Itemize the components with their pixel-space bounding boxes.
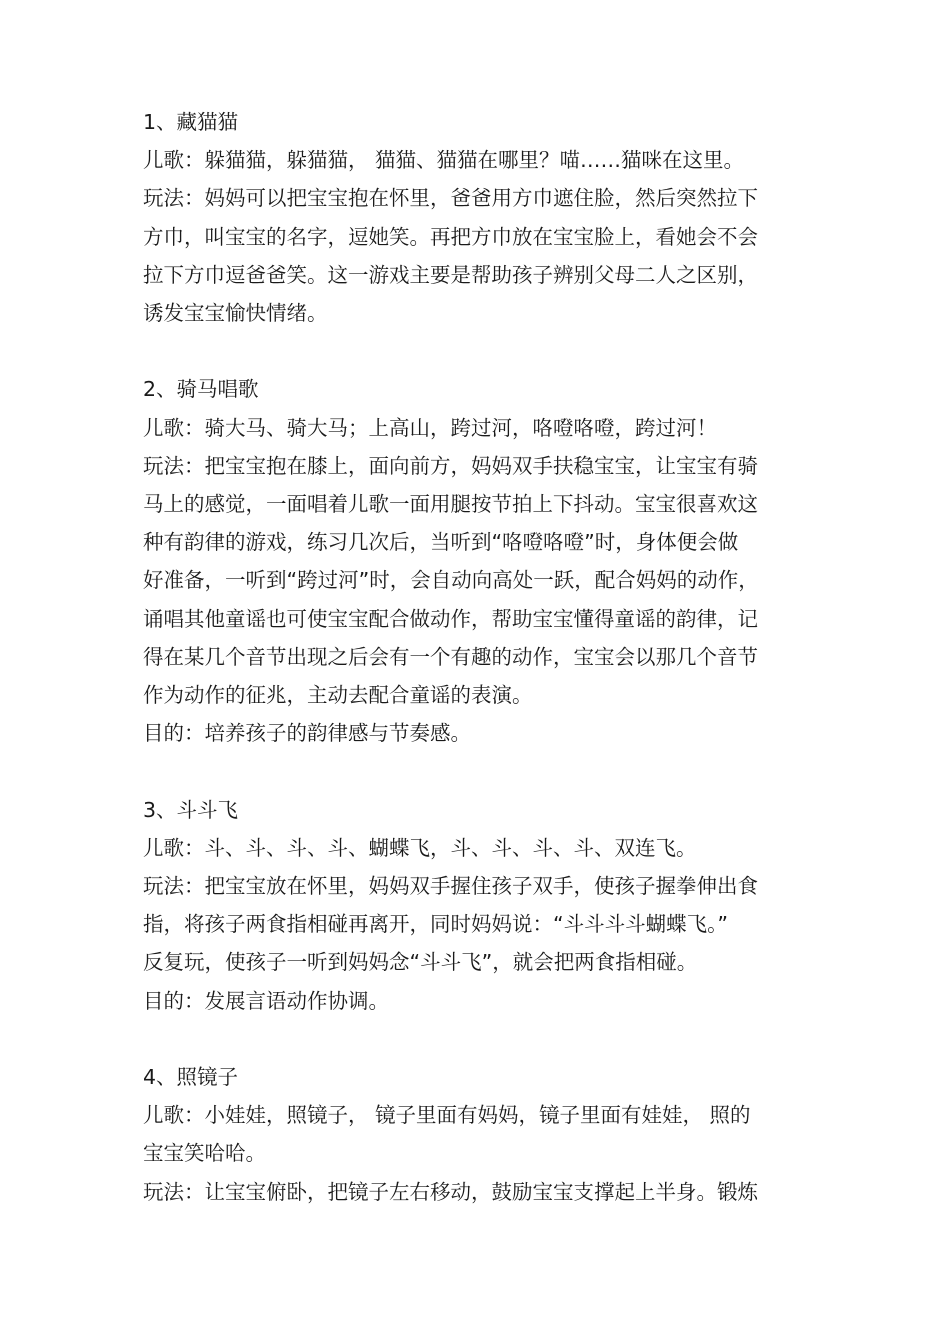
section-title: 2、骑马唱歌 bbox=[143, 377, 259, 402]
text-line: 目的：发展言语动作协调。 bbox=[143, 988, 389, 1013]
text-line: 好准备，一听到“跨过河”时，会自动向高处一跃，配合妈妈的动作， bbox=[143, 568, 759, 593]
text-line: 拉下方巾逗爸爸笑。这一游戏主要是帮助孩子辨别父母二人之区别， bbox=[143, 262, 758, 287]
text-line: 得在某几个音节出现之后会有一个有趣的动作，宝宝会以那几个音节 bbox=[143, 644, 758, 669]
text-line: 种有韵律的游戏，练习几次后，当听到“咯噔咯噔”时，身体便会做 bbox=[143, 530, 739, 555]
text-line: 方巾，叫宝宝的名字，逗她笑。再把方巾放在宝宝脸上，看她会不会 bbox=[143, 224, 758, 249]
section-dou-dou-fei bbox=[143, 791, 813, 1020]
text-line: 诵唱其他童谣也可使宝宝配合做动作，帮助宝宝懂得童谣的韵律，记 bbox=[143, 606, 758, 631]
section-mirror bbox=[143, 1058, 813, 1211]
section-gap bbox=[143, 1020, 813, 1058]
text-line: 儿歌：躲猫猫，躲猫猫， 猫猫、猫猫在哪里？喵……猫咪在这里。 bbox=[143, 148, 745, 173]
section-gap bbox=[143, 332, 813, 370]
section-title: 3、斗斗飞 bbox=[143, 797, 239, 822]
text-line: 作为动作的征兆，主动去配合童谣的表演。 bbox=[143, 683, 533, 708]
section-horse-riding-song bbox=[143, 370, 813, 752]
text-line: 玩法：妈妈可以把宝宝抱在怀里，爸爸用方巾遮住脸，然后突然拉下 bbox=[143, 186, 758, 211]
text-line: 儿歌：斗、斗、斗、斗、蝴蝶飞，斗、斗、斗、斗、双连飞。 bbox=[143, 835, 697, 860]
text-line: 玩法：把宝宝抱在膝上，面向前方，妈妈双手扶稳宝宝，让宝宝有骑 bbox=[143, 453, 758, 478]
text-line: 玩法：把宝宝放在怀里，妈妈双手握住孩子双手，使孩子握拳伸出食 bbox=[143, 874, 758, 899]
section-title: 4、照镜子 bbox=[143, 1065, 239, 1090]
text-line: 指，将孩子两食指相碰再离开，同时妈妈说：“斗斗斗斗蝴蝶飞。” bbox=[143, 912, 728, 937]
section-gap bbox=[143, 752, 813, 790]
section-hide-and-seek bbox=[143, 103, 813, 332]
section-title: 1、藏猫猫 bbox=[143, 110, 239, 134]
text-line: 目的：培养孩子的韵律感与节奏感。 bbox=[143, 721, 471, 746]
text-line: 儿歌：小娃娃，照镜子， 镜子里面有妈妈，镜子里面有娃娃， 照的 bbox=[143, 1103, 751, 1128]
document-page bbox=[143, 103, 813, 1211]
text-line: 反复玩，使孩子一听到妈妈念“斗斗飞”，就会把两食指相碰。 bbox=[143, 950, 698, 975]
text-line: 玩法：让宝宝俯卧，把镜子左右移动，鼓励宝宝支撑起上半身。锻炼 bbox=[143, 1179, 758, 1204]
text-line: 宝宝笑哈哈。 bbox=[143, 1141, 266, 1166]
text-line: 儿歌：骑大马、骑大马；上高山，跨过河，咯噔咯噔，跨过河！ bbox=[143, 415, 717, 440]
text-line: 马上的感觉，一面唱着儿歌一面用腿按节拍上下抖动。宝宝很喜欢这 bbox=[143, 492, 758, 517]
text-line: 诱发宝宝愉快情绪。 bbox=[143, 301, 328, 326]
